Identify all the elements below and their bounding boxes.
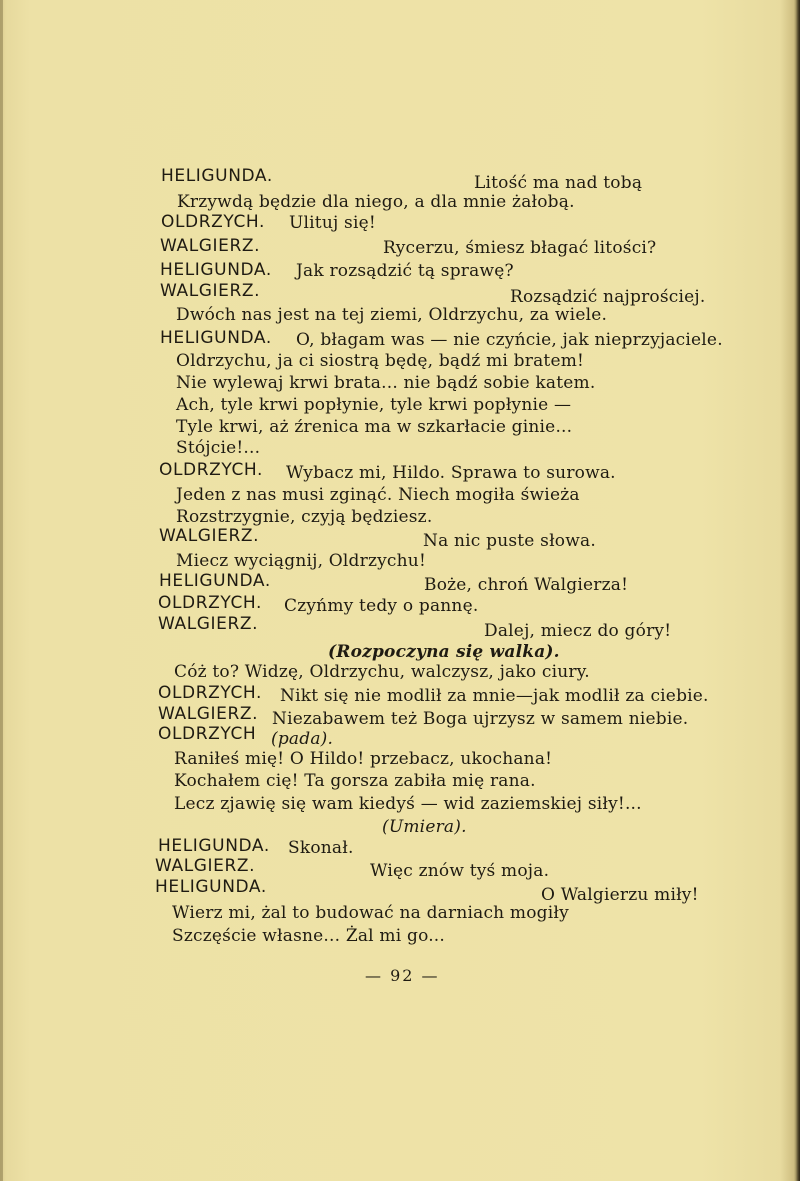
verse-line: Stójcie!... xyxy=(176,438,261,458)
verse-line: Nie wylewaj krwi brata... nie bądź sobie katem. xyxy=(176,373,596,393)
verse-line: Wybacz mi, Hildo. Sprawa to surowa. xyxy=(286,463,616,483)
speaker-name: OLDRZYCH. xyxy=(161,212,266,232)
speaker-name: WALGIERZ. xyxy=(155,856,256,876)
stage-direction: (pada). xyxy=(271,729,334,749)
verse-line: Tyle krwi, aż źrenica ma w szkarłacie ginie... xyxy=(176,417,573,437)
verse-line: O Walgierzu miły! xyxy=(541,885,699,905)
verse-line: Oldrzychu, ja ci siostrą będę, bądź mi bratem! xyxy=(176,351,585,371)
speaker-name: HELIGUNDA. xyxy=(161,166,273,186)
verse-line: Ach, tyle krwi popłynie, tyle krwi popłynie — xyxy=(176,395,572,415)
verse-line: Nikt się nie modlił za mnie—jak modlił za ciebie. xyxy=(280,686,709,706)
speaker-name: HELIGUNDA. xyxy=(160,260,272,280)
page-number: — 92 — xyxy=(365,966,440,985)
page-left-edge xyxy=(0,0,3,1181)
speaker-name: WALGIERZ. xyxy=(158,704,259,724)
verse-line: Rozsądzić najprościej. xyxy=(510,287,706,307)
speaker-name: WALGIERZ. xyxy=(159,526,260,546)
page-right-edge xyxy=(794,0,800,1181)
verse-line: O, błagam was — nie czyńcie, jak nieprzyjaciele. xyxy=(296,330,723,350)
speaker-name: WALGIERZ. xyxy=(160,236,261,256)
verse-line: Dalej, miecz do góry! xyxy=(484,621,672,641)
speaker-name: WALGIERZ. xyxy=(160,281,261,301)
stage-direction: (Umiera). xyxy=(382,817,467,837)
verse-line: Wierz mi, żal to budować na darniach mogiły xyxy=(172,903,569,923)
verse-line: Cóż to? Widzę, Oldrzychu, walczysz, jako ciury. xyxy=(174,662,590,682)
speaker-name: HELIGUNDA. xyxy=(160,328,272,348)
speaker-name: OLDRZYCH. xyxy=(158,683,263,703)
stage-direction: (Rozpoczyna się walka). xyxy=(328,642,560,662)
verse-line: Jeden z nas musi zginąć. Niech mogiła świeża xyxy=(176,485,580,505)
verse-line: Rycerzu, śmiesz błagać litości? xyxy=(383,238,657,258)
verse-line: Na nic puste słowa. xyxy=(423,531,596,551)
verse-line: Lecz zjawię się wam kiedyś — wid zaziemskiej siły!... xyxy=(174,794,642,814)
speaker-name: HELIGUNDA. xyxy=(158,836,270,856)
verse-line: Jak rozsądzić tą sprawę? xyxy=(296,261,514,281)
verse-line: Ulituj się! xyxy=(289,213,376,233)
verse-line: Krzywdą będzie dla niego, a dla mnie żałobą. xyxy=(177,192,575,212)
speaker-name: OLDRZYCH. xyxy=(158,593,263,613)
verse-line: Szczęście własne... Żal mi go... xyxy=(172,926,446,946)
verse-line: Skonał. xyxy=(288,838,354,858)
verse-line: Boże, chroń Walgierza! xyxy=(424,575,629,595)
speaker-name: HELIGUNDA. xyxy=(155,877,267,897)
verse-line: Raniłeś mię! O Hildo! przebacz, ukochana! xyxy=(174,749,553,769)
verse-line: Dwóch nas jest na tej ziemi, Oldrzychu, za wiele. xyxy=(176,305,608,325)
speaker-name: WALGIERZ. xyxy=(158,614,259,634)
speaker-name: HELIGUNDA. xyxy=(159,571,271,591)
speaker-name: OLDRZYCH. xyxy=(159,460,264,480)
verse-line: Czyńmy tedy o pannę. xyxy=(284,596,479,616)
verse-line: Więc znów tyś moja. xyxy=(370,861,550,881)
verse-line: Litość ma nad tobą xyxy=(474,173,643,193)
verse-line: Miecz wyciągnij, Oldrzychu! xyxy=(176,551,426,571)
verse-line: Rozstrzygnie, czyją będziesz. xyxy=(176,507,433,527)
speaker-name: OLDRZYCH xyxy=(158,724,257,744)
verse-line: Niezabawem też Boga ujrzysz w samem niebie. xyxy=(272,709,689,729)
verse-line: Kochałem cię! Ta gorsza zabiła mię rana. xyxy=(174,771,536,791)
